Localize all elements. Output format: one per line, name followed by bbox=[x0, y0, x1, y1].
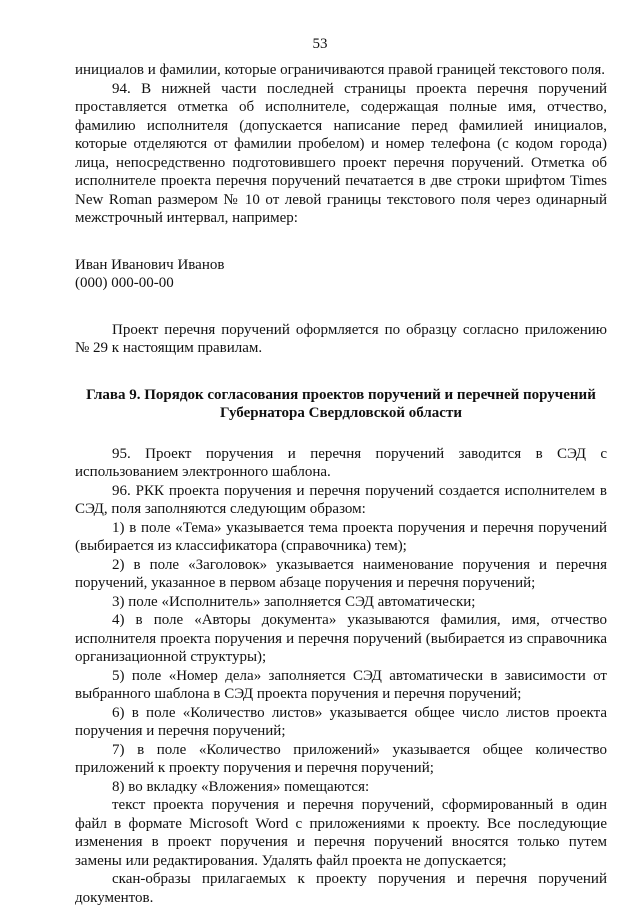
list-item: 5) поле «Номер дела» заполняется СЭД автоматически в зависимости от выбранного шаблона в СЭД проекта поручения и перечня поручений; bbox=[75, 667, 607, 702]
chapter-heading bbox=[75, 386, 607, 423]
list-item: 2) в поле «Заголовок» указывается наименование поручения и перечня поручений, указанное в первом абзаце поручения и перечня поручений; bbox=[75, 556, 607, 591]
list-item: 7) в поле «Количество приложений» указывается общее количество приложений к проекту поручения и перечня поручений; bbox=[75, 741, 607, 776]
paragraph-95: 95. Проект поручения и перечня поручений заводится в СЭД с использованием электронного шаблона. bbox=[75, 445, 607, 480]
document-body bbox=[75, 61, 607, 907]
chapter-heading-line-1: Глава 9. Порядок согласования проектов поручений и перечней поручений bbox=[86, 386, 596, 403]
paragraph-94: 94. В нижней части последней страницы проекта перечня поручений проставляется отметка об исполнителе, содержащая полные имя, отчество, фамилию исполнителя (допускается написание перед фамилией инициалов, которые отделяются от фамилии пробелом) и номер телефона (с кодом города) лица, непосредственно подготовившего проект перечня поручений. Отметка об исполнителе проекта перечня поручений печатается в две строки шрифтом Times New Roman размером № 10 от левой границы текстового поля через одинарный межстрочный интервал, например: bbox=[75, 80, 607, 226]
paragraph-appendix: Проект перечня поручений оформляется по образцу согласно приложению № 29 к настоящим правилам. bbox=[75, 321, 607, 356]
paragraph-96: 96. РКК проекта поручения и перечня поручений создается исполнителем в СЭД, поля заполняются следующим образом: bbox=[75, 482, 607, 517]
attachment-scan-item: скан-образы прилагаемых к проекту поручения и перечня поручений документов. bbox=[75, 871, 607, 906]
list-item: 3) поле «Исполнитель» заполняется СЭД автоматически; bbox=[112, 593, 476, 610]
list-item: 8) во вкладку «Вложения» помещаются: bbox=[112, 778, 370, 795]
list-item: 4) в поле «Авторы документа» указываются фамилия, имя, отчество исполнителя проекта поручения и перечня поручений (выбирается из справочника организационной структуры); bbox=[75, 612, 607, 665]
page-number: 53 bbox=[312, 36, 328, 52]
paragraph-continuation: инициалов и фамилии, которые ограничиваются правой границей текстового поля. bbox=[75, 62, 606, 78]
list-item: 6) в поле «Количество листов» указывается общее число листов проекта поручения и перечня поручений; bbox=[75, 704, 607, 739]
example-executor-name: Иван Иванович Иванов bbox=[75, 256, 225, 273]
list-item: 1) в поле «Тема» указывается тема проекта поручения и перечня поручений (выбирается из классификатора (справочника) тем); bbox=[75, 519, 607, 554]
attachment-text-item: текст проекта поручения и перечня поручений, сформированный в один файл в формате Microsoft Word с приложениями к проекту. Все последующие изменения в проект поручения и перечня поручений вносятся только путем замены или редактирования. Удалять файл проекта не допускается; bbox=[75, 797, 607, 869]
example-executor-phone: (000) 000-00-00 bbox=[75, 275, 174, 291]
chapter-heading-line-2: Губернатора Свердловской области bbox=[220, 405, 462, 421]
